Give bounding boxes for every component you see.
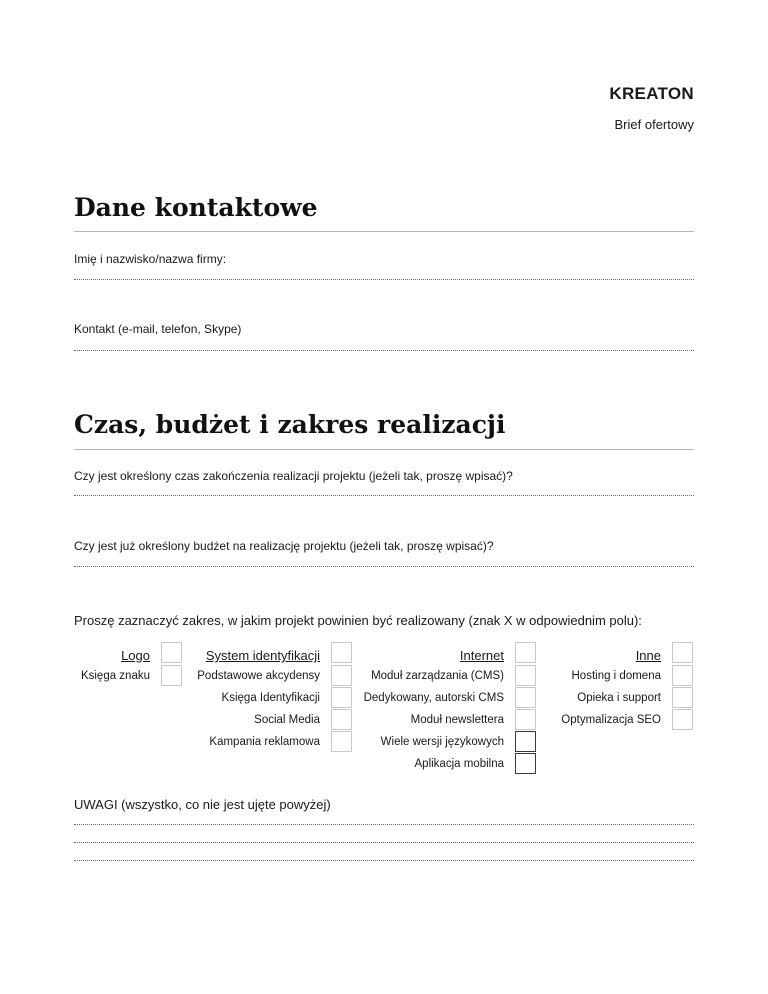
checkbox-opieka-i-support[interactable] (672, 687, 693, 708)
option-label: Opieka i support (577, 692, 661, 704)
checkbox-aplikacja-mobilna[interactable] (515, 753, 536, 774)
option-label: Moduł zarządzania (CMS) (371, 670, 504, 682)
checkbox-optymalizacja-seo[interactable] (672, 709, 693, 730)
notes-line[interactable] (74, 824, 694, 825)
column-heading-system-identyfikacji: System identyfikacji (205, 648, 320, 663)
checkbox-inne[interactable] (672, 642, 693, 663)
scope-prompt: Proszę zaznaczyć zakres, w jakim projekt powinien być realizowany (znak X w odpowiednim polu): (74, 613, 642, 628)
checkbox-system-identyfikacji[interactable] (331, 642, 352, 663)
name-field-label: Imię i nazwisko/nazwa firmy: (74, 252, 227, 266)
section-title-scope: Czas, budżet i zakres realizacji (74, 410, 506, 439)
section-divider (74, 231, 694, 232)
option-label: Kampania reklamowa (209, 736, 320, 748)
section-title-contact: Dane kontaktowe (74, 193, 318, 222)
checkbox-logo[interactable] (161, 642, 182, 663)
option-label: Social Media (254, 714, 320, 726)
checkbox-modul-newslettera[interactable] (515, 709, 536, 730)
brand-name: KREATON (609, 84, 694, 103)
checkbox-kampania-reklamowa[interactable] (331, 731, 352, 752)
budget-field-line[interactable] (74, 566, 694, 567)
column-heading-internet: Internet (459, 648, 504, 663)
notes-line[interactable] (74, 860, 694, 861)
column-heading-inne: Inne (635, 648, 661, 663)
option-label: Księga Identyfikacji (221, 692, 320, 704)
option-label: Księga znaku (80, 670, 150, 682)
option-label: Wiele wersji językowych (380, 736, 504, 748)
option-label: Dedykowany, autorski CMS (363, 692, 504, 704)
checkbox-autorski-cms[interactable] (515, 687, 536, 708)
checkbox-wiele-wersji-jezykowych[interactable] (515, 731, 536, 752)
notes-label: UWAGI (wszystko, co nie jest ujęte powyżej) (74, 797, 331, 812)
option-label: Aplikacja mobilna (414, 758, 504, 770)
checkbox-ksiega-identyfikacji[interactable] (331, 687, 352, 708)
deadline-field-line[interactable] (74, 495, 694, 496)
contact-field-label: Kontakt (e-mail, telefon, Skype) (74, 322, 242, 336)
document-type: Brief ofertowy (614, 117, 694, 132)
option-label: Optymalizacja SEO (561, 714, 661, 726)
option-label: Moduł newslettera (410, 714, 504, 726)
checkbox-podstawowe-akcydensy[interactable] (331, 665, 352, 686)
option-label: Hosting i domena (571, 670, 661, 682)
checkbox-internet[interactable] (515, 642, 536, 663)
checkbox-hosting-i-domena[interactable] (672, 665, 693, 686)
checkbox-modul-cms[interactable] (515, 665, 536, 686)
section-divider (74, 449, 694, 450)
checkbox-social-media[interactable] (331, 709, 352, 730)
deadline-field-label: Czy jest określony czas zakończenia realizacji projektu (jeżeli tak, proszę wpisać)? (74, 469, 513, 483)
checkbox-ksiega-znaku[interactable] (161, 665, 182, 686)
option-label: Podstawowe akcydensy (197, 670, 320, 682)
column-heading-logo: Logo (121, 648, 150, 663)
contact-field-line[interactable] (74, 350, 694, 351)
name-field-line[interactable] (74, 279, 694, 280)
notes-line[interactable] (74, 842, 694, 843)
budget-field-label: Czy jest już określony budżet na realizację projektu (jeżeli tak, proszę wpisać)? (74, 539, 494, 553)
